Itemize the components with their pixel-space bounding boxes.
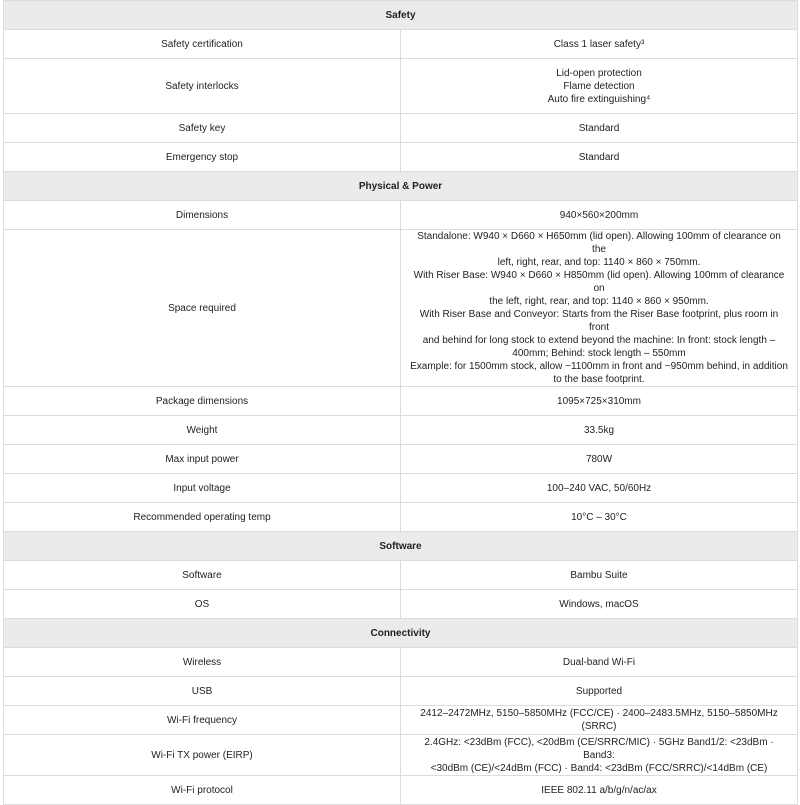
spec-label: Wi-Fi protocol	[4, 776, 401, 805]
section-title: Software	[4, 532, 798, 561]
spec-row-max-input-power	[4, 445, 798, 474]
spec-label: Weight	[4, 416, 401, 445]
spec-value: 940×560×200mm	[401, 201, 798, 230]
spec-label: Max input power	[4, 445, 401, 474]
spec-label: OS	[4, 590, 401, 619]
spec-label: Safety key	[4, 114, 401, 143]
spec-row-dimensions	[4, 201, 798, 230]
spec-row-wifi-protocol	[4, 776, 798, 805]
spec-value: 33.5kg	[401, 416, 798, 445]
spec-row-safety-interlocks	[4, 59, 798, 114]
spec-row-wifi-tx-power	[4, 735, 798, 776]
spec-label: Software	[4, 561, 401, 590]
spec-row-safety-certification	[4, 30, 798, 59]
spec-label: Dimensions	[4, 201, 401, 230]
spec-value: Standard	[401, 114, 798, 143]
section-title: Safety	[4, 1, 798, 30]
spec-row-weight	[4, 416, 798, 445]
spec-row-package-dimensions	[4, 387, 798, 416]
spec-value: 1095×725×310mm	[401, 387, 798, 416]
spec-value-line: Example: for 1500mm stock, allow ~1100mm in front and ~950mm behind, in addition	[410, 361, 788, 372]
spec-value	[401, 735, 798, 776]
spec-label: Recommended operating temp	[4, 503, 401, 532]
spec-label: Wi-Fi TX power (EIRP)	[4, 735, 401, 776]
spec-value-line: the left, right, rear, and top: 1140 × 860 × 950mm.	[489, 296, 709, 307]
spec-value: IEEE 802.11 a/b/g/n/ac/ax	[401, 776, 798, 805]
spec-label: Space required	[4, 230, 401, 387]
spec-value-line: 2.4GHz: <23dBm (FCC), <20dBm (CE/SRRC/MIC) · 5GHz Band1/2: <23dBm · Band3:	[424, 736, 774, 761]
spec-label: Safety certification	[4, 30, 401, 59]
spec-row-operating-temp	[4, 503, 798, 532]
spec-label: Emergency stop	[4, 143, 401, 172]
spec-value-line: to the base footprint.	[553, 374, 645, 385]
spec-value-line: Flame detection	[563, 80, 635, 92]
section-header-safety	[4, 1, 798, 30]
spec-row-wifi-frequency	[4, 706, 798, 735]
spec-value-line: With Riser Base and Conveyor: Starts from the Riser Base footprint, plus room in front	[419, 309, 779, 333]
section-header-physical-power	[4, 172, 798, 201]
spec-table	[3, 0, 798, 805]
spec-row-wireless	[4, 648, 798, 677]
spec-row-software	[4, 561, 798, 590]
spec-value-line: 400mm; Behind: stock length – 550mm	[512, 348, 686, 359]
spec-row-space-required	[4, 230, 798, 387]
spec-row-input-voltage	[4, 474, 798, 503]
spec-value	[401, 230, 798, 387]
spec-value: Bambu Suite	[401, 561, 798, 590]
section-header-connectivity	[4, 619, 798, 648]
spec-value-line: left, right, rear, and top: 1140 × 860 × 750mm.	[497, 257, 701, 268]
spec-value-line: Lid-open protection	[556, 67, 642, 79]
spec-value	[401, 59, 798, 114]
spec-value-line: Auto fire extinguishing⁴	[547, 93, 651, 105]
spec-row-emergency-stop	[4, 143, 798, 172]
spec-value: Class 1 laser safety³	[401, 30, 798, 59]
section-title: Physical & Power	[4, 172, 798, 201]
spec-label: Wireless	[4, 648, 401, 677]
spec-value-line: Standalone: W940 × D660 × H650mm (lid open). Allowing 100mm of clearance on the	[417, 231, 781, 255]
spec-label: USB	[4, 677, 401, 706]
spec-value: 2412–2472MHz, 5150–5850MHz (FCC/CE) · 2400–2483.5MHz, 5150–5850MHz (SRRC)	[401, 706, 798, 735]
spec-label: Wi-Fi frequency	[4, 706, 401, 735]
spec-label: Input voltage	[4, 474, 401, 503]
section-header-software	[4, 532, 798, 561]
spec-value-line: With Riser Base: W940 × D660 × H850mm (lid open). Allowing 100mm of clearance on	[413, 270, 785, 294]
spec-value: Windows, macOS	[401, 590, 798, 619]
spec-row-os	[4, 590, 798, 619]
section-title: Connectivity	[4, 619, 798, 648]
spec-row-safety-key	[4, 114, 798, 143]
spec-value: Dual-band Wi-Fi	[401, 648, 798, 677]
spec-row-usb	[4, 677, 798, 706]
spec-value-line: <30dBm (CE)/<24dBm (FCC) · Band4: <23dBm (FCC/SRRC)/<14dBm (CE)	[430, 762, 768, 774]
spec-value: 10°C – 30°C	[401, 503, 798, 532]
spec-value-line: and behind for long stock to extend beyond the machine: In front: stock length –	[422, 335, 776, 346]
spec-value: Standard	[401, 143, 798, 172]
spec-value: 780W	[401, 445, 798, 474]
spec-label: Safety interlocks	[4, 59, 401, 114]
spec-value: Supported	[401, 677, 798, 706]
spec-value: 100–240 VAC, 50/60Hz	[401, 474, 798, 503]
spec-label: Package dimensions	[4, 387, 401, 416]
